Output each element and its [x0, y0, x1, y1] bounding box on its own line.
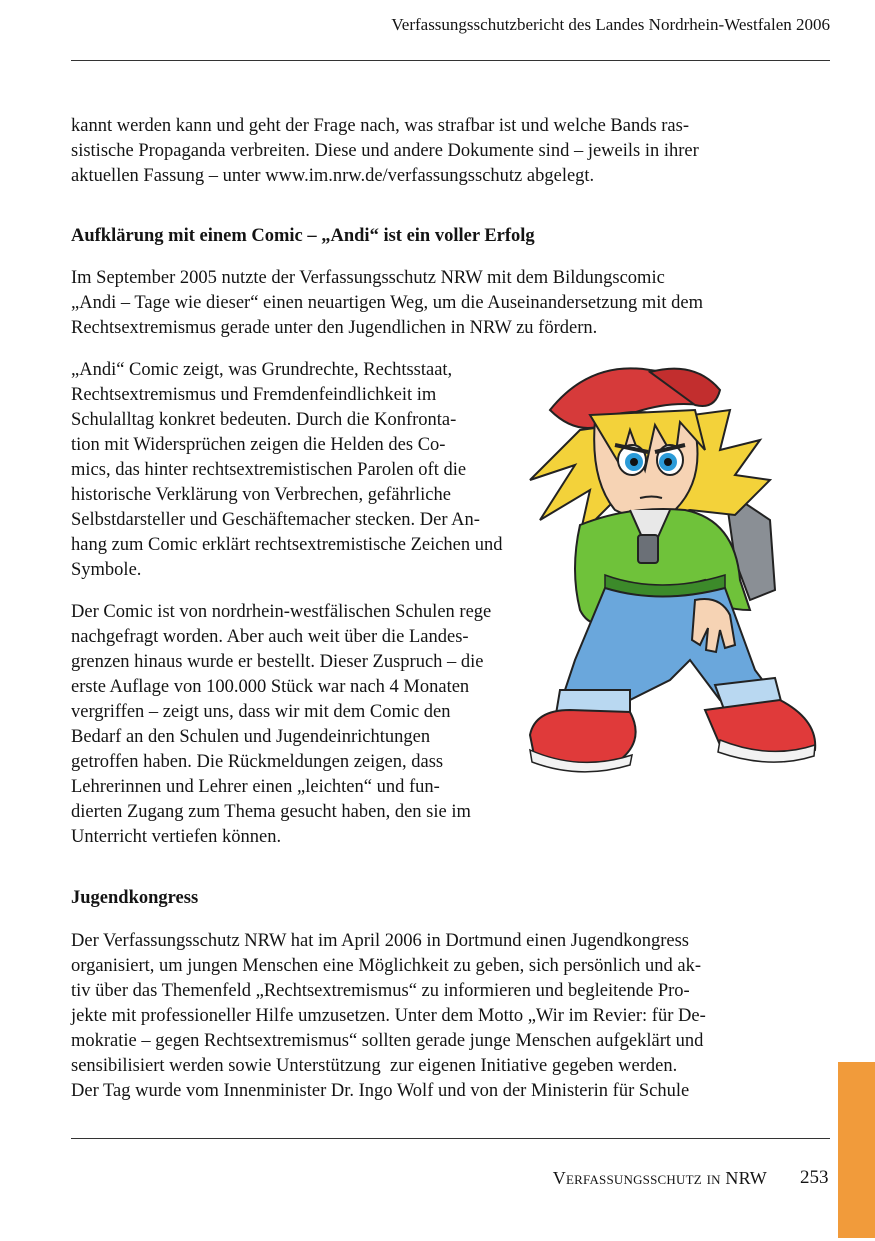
- text-line: organisiert, um jungen Menschen eine Möglichkeit zu geben, sich persönlich und ak-: [71, 956, 702, 976]
- text-line: aktuellen Fassung – unter www.im.nrw.de/verfassungsschutz abgelegt.: [71, 166, 595, 186]
- text-line: Unterricht vertiefen können.: [71, 827, 282, 847]
- text-line: erste Auflage von 100.000 Stück war nach 4 Monaten: [71, 677, 470, 697]
- text-line: historische Verklärung von Verbrechen, gefährliche: [71, 485, 451, 505]
- text-line: Im September 2005 nutzte der Verfassungsschutz NRW mit dem Bildungscomic: [71, 268, 665, 288]
- section-heading-andi: Aufklärung mit einem Comic – „Andi“ ist ein voller Erfolg: [71, 226, 535, 246]
- andi-paragraph-3: [71, 600, 491, 850]
- text-line: Rechtsextremismus und Fremdenfeindlichkeit im: [71, 385, 437, 405]
- text-line: getroffen haben. Die Rückmeldungen zeigen, dass: [71, 752, 444, 772]
- text-line: Der Comic ist von nordrhein-westfälischen Schulen rege: [71, 602, 492, 622]
- text-line: jekte mit professioneller Hilfe umzusetzen. Unter dem Motto „Wir im Revier: für De-: [71, 1006, 706, 1026]
- intro-paragraph: [71, 114, 699, 189]
- text-line: vergriffen – zeigt uns, dass wir mit dem Comic den: [71, 702, 451, 722]
- andi-paragraph-1: [71, 266, 703, 341]
- running-header: Verfassungsschutzbericht des Landes Nordrhein-Westfalen 2006: [391, 15, 830, 34]
- header-divider: [71, 60, 830, 61]
- text-line: dierten Zugang zum Thema gesucht haben, den sie im: [71, 802, 471, 822]
- text-line: grenzen hinaus wurde er bestellt. Dieser Zuspruch – die: [71, 652, 484, 672]
- page-number: 253: [800, 1167, 829, 1188]
- text-line: Symbole.: [71, 560, 142, 580]
- text-line: sensibilisiert werden sowie Unterstützung zur eigenen Initiative gegeben werden.: [71, 1056, 678, 1076]
- footer-section-label: Verfassungsschutz in NRW: [552, 1168, 767, 1188]
- text-line: „Andi – Tage wie dieser“ einen neuartigen Weg, um die Auseinandersetzung mit dem: [71, 293, 704, 313]
- text-line: Schulalltag konkret bedeuten. Durch die Konfronta-: [71, 410, 457, 430]
- text-line: tion mit Widersprüchen zeigen die Helden des Co-: [71, 435, 446, 455]
- text-line: tiv über das Themenfeld „Rechtsextremismus“ zu informieren und begleitende Pro-: [71, 981, 690, 1001]
- comic-character-illustration: [520, 360, 820, 780]
- text-line: Rechtsextremismus gerade unter den Jugendlichen in NRW zu fördern.: [71, 318, 598, 338]
- text-line: mokratie – gegen Rechtsextremismus“ sollten gerade junge Menschen aufgeklärt und: [71, 1031, 704, 1051]
- text-line: Der Tag wurde vom Innenminister Dr. Ingo Wolf und von der Ministerin für Schule: [71, 1081, 690, 1101]
- text-line: mics, das hinter rechtsextremistischen Parolen oft die: [71, 460, 467, 480]
- text-line: sistische Propaganda verbreiten. Diese und andere Dokumente sind – jeweils in ihrer: [71, 141, 699, 161]
- text-line: kannt werden kann und geht der Frage nach, was strafbar ist und welche Bands ras-: [71, 116, 690, 136]
- text-line: Selbstdarsteller und Geschäftemacher stecken. Der An-: [71, 510, 480, 530]
- text-line: Lehrerinnen und Lehrer einen „leichten“ und fun-: [71, 777, 440, 797]
- text-line: Der Verfassungsschutz NRW hat im April 2006 in Dortmund einen Jugendkongress: [71, 931, 689, 951]
- text-line: Bedarf an den Schulen und Jugendeinrichtungen: [71, 727, 431, 747]
- text-line: hang zum Comic erklärt rechtsextremistische Zeichen und: [71, 535, 503, 555]
- text-line: nachgefragt worden. Aber auch weit über die Landes-: [71, 627, 469, 647]
- jugendkongress-paragraph: [71, 929, 706, 1104]
- chapter-tab-marker: [838, 1062, 875, 1238]
- section-heading-jugendkongress: Jugendkongress: [71, 888, 199, 908]
- andi-paragraph-2: [71, 358, 503, 583]
- footer-divider: [71, 1138, 830, 1139]
- text-line: „Andi“ Comic zeigt, was Grundrechte, Rechtsstaat,: [71, 360, 453, 380]
